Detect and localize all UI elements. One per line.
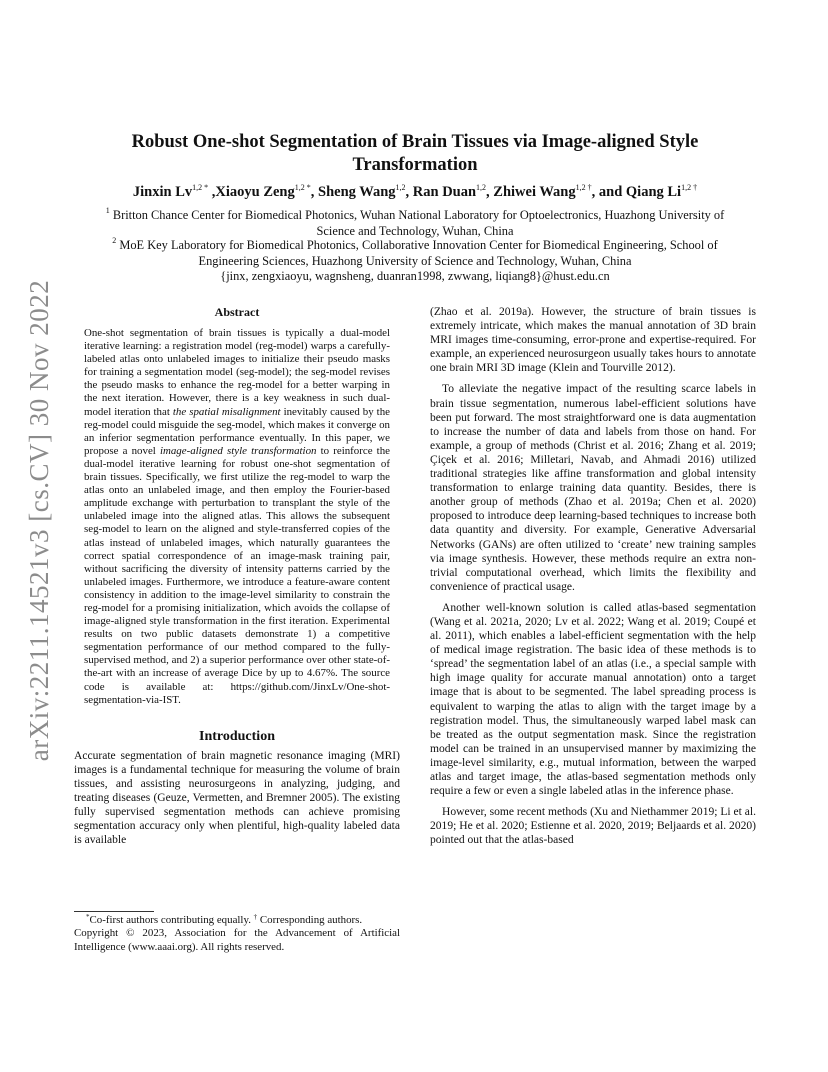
title-line-2: Transformation — [352, 155, 478, 175]
abstract-part-2: inevitably caused by the reg-model could misguide the seg-model, which makes it converge on an inferior segmentation performance eventually. In this paper, we propose a novel — [84, 405, 390, 457]
footnote-corresponding: Corresponding authors. — [257, 914, 363, 926]
author-emails: {jinx, zengxiaoyu, wagnsheng, duanran1998, zwwang, liqiang8}@hust.edu.cn — [220, 269, 610, 283]
author-sep: , — [486, 184, 494, 200]
affiliation-2-number: 2 — [112, 236, 117, 245]
author-sup: 1,2 — [476, 183, 487, 192]
author-name: Zhiwei Wang — [493, 184, 576, 200]
author-sup: 1,2 — [395, 183, 406, 192]
affiliation-2 — [70, 238, 760, 269]
author-sup: 1,2 * — [294, 183, 311, 192]
abstract-emphasis-2: image-aligned style transformation — [159, 444, 317, 457]
abstract-heading: Abstract — [214, 305, 260, 319]
abstract-emphasis-1: the spatial misalignment — [172, 405, 281, 418]
affiliation-1 — [70, 208, 760, 239]
body-paragraph-3: Another well-known solution is called atlas-based segmentation (Wang et al. 2021a, 2020; Lv et al. 2022; Wang et al. 2019; Coupé et al. 2011), which enables a label-efficient segmentation with the help of medical image registration. The basic idea of these methods is to ‘spread’ the segmentation label of an atlas (i.e., a special sample with high image quality for accurate manual annotation) onto a target image that is about to be segmented. The label spreading process is equivalent to warping the atlas to align with the target image by a registration model. Thus, the simultaneously warped label mask can be treated as the output segmentation mask. Since the registration model can be trained in an unsupervised manner by maximizing the image-level similarity, e.g., mutual information, between the warped atlas and target image, the atlas-based segmentation methods only require a few or even a single labeled atlas in the inference phase. — [430, 601, 756, 798]
footnote-line-1 — [74, 914, 400, 927]
arxiv-stamp — [20, 280, 60, 760]
author-sep: , and — [591, 184, 626, 200]
affiliation-1-number: 1 — [105, 206, 110, 215]
author-name: Qiang Li — [625, 184, 682, 200]
paper-title — [90, 131, 740, 177]
author-name: Ran Duan — [412, 184, 477, 200]
author-sup: 1,2 * — [192, 183, 209, 192]
body-paragraph-2: To alleviate the negative impact of the resulting scarce labels in brain tissue segmentation, numerous label-efficient solutions have been put forward. The most straightforward one is data augmentation to increase the number of data and labels from those on hand. For example, a group of methods (Christ et al. 2016; Zhang et al. 2019; Çiçek et al. 2016; Milletari, Navab, and Ahmadi 2016) utilized traditional strategies like affine transformation and global intensity transformation to enlarge training data quantity. Besides, there is another group of methods (Zhao et al. 2019a; Chen et al. 2020) proposed to introduce deep learning-based techniques to increase both data quantity and diversity. For example, Generative Adversarial Networks (GANs) are often utilized to ‘create’ new training samples via image synthesis. However, these methods require an extra non-trivial computational overhead, which limits the flexibility and convenience of practical usage. — [430, 383, 756, 593]
footnote-co-first: Co-first authors contributing equally. — [89, 914, 254, 926]
author-sep: , — [310, 184, 319, 200]
affiliation-1-line-2: Science and Technology, Wuhan, China — [316, 223, 514, 238]
body-paragraph-4: However, some recent methods (Xu and Niethammer 2019; Li et al. 2019; He et al. 2020; Estienne et al. 2020, 2019; Beljaards et al. 2020) pointed out that the atlas-based — [430, 806, 756, 847]
arxiv-stamp-text: arXiv:2211.14521v3 [cs.CV] 30 Nov 2022 — [24, 279, 55, 761]
footnote-copyright: Copyright © 2023, Association for the Advancement of Artificial Intelligence (www.aaai.org). All rights reserved. — [74, 927, 400, 953]
author-sep: , — [405, 184, 413, 200]
affiliation-2-line-1: MoE Key Laboratory for Biomedical Photonics, Collaborative Innovation Center for Biomedical Engineering, School of — [116, 238, 718, 252]
abstract-part-3: to reinforce the dual-model iterative learning for robust one-shot segmentation of brain tissues. Specifically, we first utilize the reg-model to warp the atlas onto an unlabeled image, and then employ the Fourier-based amplitude exchange with perturbation to transplant the style of the unlabeled image into the aligned atlas. This allows the subsequent seg-model to learn on the aligned and style-transferred copies of the atlas instead of unlabeled images, which naturally guarantees the correct spatial correspondence of an image-mask training pair, without sacrificing the diversity of intensity patterns carried by the unlabeled images. Furthermore, we introduce a feature-aware content consistency in addition to the image-level similarity to constrain the reg-model for a promising initialization, which avoids the collapse of image-aligned style transformation in the first iteration. Experimental results on two public datasets demonstrate 1) a competitive segmentation performance of our method compared to the fully-supervised method, and 2) a superior performance over other state-of-the-art with an increase of average Dice by up to 4.67%. The source code is available at: https://github.com/JinxLv/One-shot-segmentation-via-IST. — [84, 444, 390, 706]
affiliation-1-line-1: Britton Chance Center for Biomedical Photonics, Wuhan National Laboratory for Optoelectronics, Huazhong University of — [109, 208, 725, 222]
affiliation-2-line-2: Engineering Sciences, Huazhong University of Science and Technology, Wuhan, China — [198, 253, 632, 268]
intro-paragraph-1: Accurate segmentation of brain magnetic resonance imaging (MRI) images is a fundamental technique for measuring the volume of brain tissues, and assisting neurosurgeons in analyzing, judging, and treating diseases (Geuze, Vermetten, and Bremner 2005). The existing fully supervised segmentation methods can achieve promising segmentation accuracy only when plentiful, high-quality labeled data is available — [74, 749, 400, 847]
introduction-heading: Introduction — [199, 728, 275, 744]
abstract-text — [74, 327, 400, 707]
footnote-rule — [74, 911, 154, 912]
footnote-mark-star: * — [86, 913, 90, 921]
author-sup: 1,2 † — [575, 183, 592, 192]
footnote — [74, 914, 400, 954]
author-sep: , — [208, 184, 216, 200]
body-paragraph-1: (Zhao et al. 2019a). However, the structure of brain tissues is extremely intricate, which makes the manual annotation of 3D brain MRI images time-consuming, error-prone and expertise-required. For example, an experienced neurosurgeon usually takes hours to annotate one brain MRI 3D image (Klein and Tourville 2012). — [430, 306, 756, 375]
right-column — [430, 305, 756, 847]
author-name: Sheng Wang — [318, 184, 396, 200]
left-column — [74, 305, 400, 847]
author-name: Jinxin Lv — [132, 184, 193, 200]
author-sup: 1,2 † — [681, 183, 698, 192]
abstract-part-1: One-shot segmentation of brain tissues is typically a dual-model iterative learning: a registration model (reg-model) warps a carefully-labeled atlas onto unlabeled images to initialize their pseudo masks for training a segmentation model (seg-model); the seg-model revises the pseudo masks to enhance the reg-model for a better warping in the next iteration. However, there is a key weakness in such dual-model iteration that — [84, 327, 390, 418]
author-list — [70, 183, 760, 201]
title-line-1: Robust One-shot Segmentation of Brain Tissues via Image-aligned Style — [131, 132, 699, 152]
author-name: Xiaoyu Zeng — [215, 184, 295, 200]
footnote-mark-dagger: † — [253, 913, 258, 921]
